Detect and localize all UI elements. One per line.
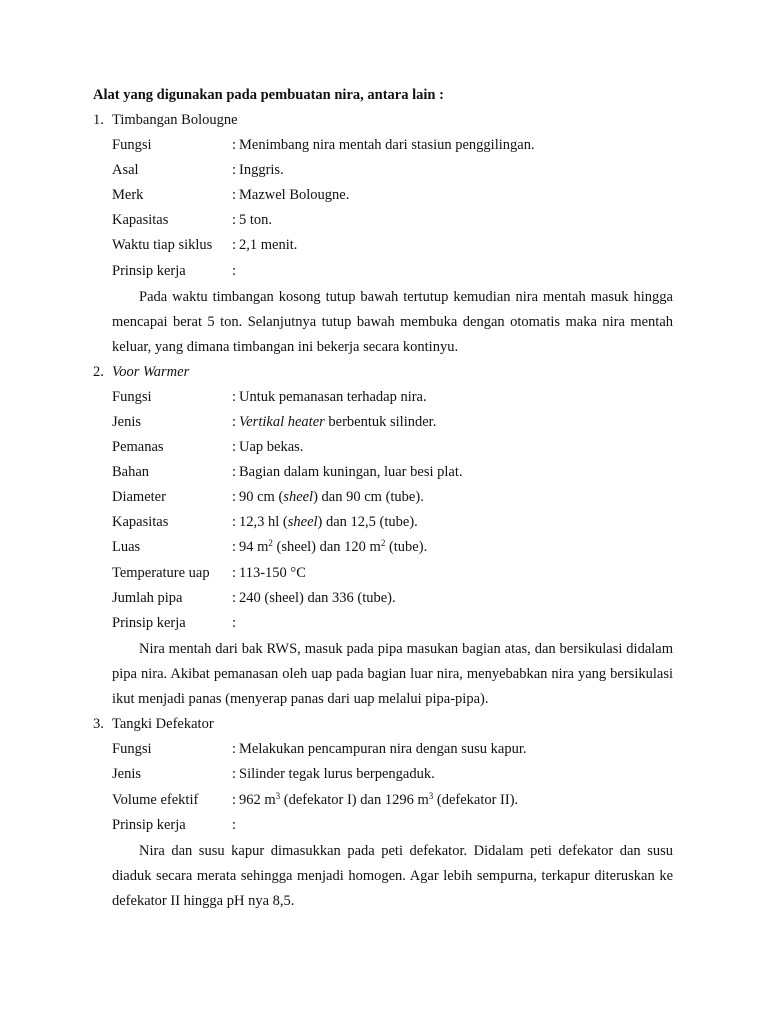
field-value-italic: sheel [283, 489, 314, 505]
field-label: Temperature uap [112, 565, 210, 581]
field-colon: : [232, 741, 237, 757]
field-value [239, 792, 518, 809]
field-value-part: 90 cm ( [239, 489, 284, 505]
field-value: Untuk pemanasan terhadap nira. [239, 389, 427, 405]
field-label: Jenis [112, 414, 141, 430]
field-value: 113-150 °C [239, 565, 306, 581]
section-title: Voor Warmer [112, 364, 190, 380]
field-colon: : [232, 792, 237, 808]
field-label: Waktu tiap siklus [112, 237, 213, 253]
field-value: Mazwel Bolougne. [239, 187, 350, 203]
field-colon: : [232, 389, 237, 405]
field-label: Jumlah pipa [112, 590, 183, 606]
field-colon: : [232, 212, 237, 228]
field-colon: : [232, 414, 237, 430]
field-label: Volume efektif [112, 792, 199, 808]
field-label: Fungsi [112, 137, 152, 153]
field-label: Asal [112, 162, 139, 178]
field-colon: : [232, 439, 237, 455]
field-colon: : [232, 237, 237, 253]
field-colon: : [232, 187, 237, 203]
field-value [239, 414, 436, 431]
field-value-part: (tube). [385, 539, 428, 555]
field-colon: : [232, 162, 237, 178]
field-label: Merk [112, 187, 144, 203]
field-colon: : [232, 565, 237, 581]
field-value: Uap bekas. [239, 439, 304, 455]
section-paragraph: Nira dan susu kapur dimasukkan pada peti defekator. Didalam peti defekator dan susu diaduk secara merata sehingga menjadi homogen. Agar lebih sempurna, terkapur diteruskan ke defekator II hingga pH nya 8,5. [112, 843, 673, 910]
field-value-part: (defekator II). [433, 792, 519, 808]
field-label: Kapasitas [112, 514, 169, 530]
field-colon: : [232, 539, 237, 555]
field-colon: : [232, 766, 237, 782]
field-label: Prinsip kerja [112, 817, 186, 833]
field-value: Melakukan pencampuran nira dengan susu kapur. [239, 741, 527, 757]
field-label: Prinsip kerja [112, 263, 186, 279]
field-value-part: (defekator I) dan 1296 m [280, 792, 429, 808]
section-paragraph: Nira mentah dari bak RWS, masuk pada pipa masukan bagian atas, dan bersikulasi didalam pipa nira. Akibat pemanasan oleh uap pada bagian luar nira, menyebabkan nira yang bersikulasi ikut menjadi panas (menyerap panas dari uap melalui pipa-pipa). [112, 641, 673, 708]
field-value-part: 94 m [239, 539, 269, 555]
field-value: Silinder tegak lurus berpengaduk. [239, 766, 435, 782]
field-label: Pemanas [112, 439, 164, 455]
section-number: 2. [93, 364, 104, 380]
field-value-part: 12,3 hl ( [239, 514, 288, 530]
superscript: 2 [380, 538, 386, 548]
field-label: Kapasitas [112, 212, 169, 228]
field-colon: : [232, 817, 237, 833]
field-colon: : [232, 464, 237, 480]
section-number: 1. [93, 112, 104, 128]
section-title: Tangki Defekator [112, 716, 214, 732]
field-value-italic: Vertikal heater [239, 414, 325, 430]
field-colon: : [232, 263, 237, 279]
field-value: 2,1 menit. [239, 237, 298, 253]
section-paragraph: Pada waktu timbangan kosong tutup bawah tertutup kemudian nira mentah masuk hingga mencapai berat 5 ton. Selanjutnya tutup bawah membuka dengan otomatis maka nira mentah keluar, yang dimana timbangan ini bekerja secara kontinyu. [112, 289, 673, 356]
field-value [239, 489, 424, 506]
field-label: Diameter [112, 489, 166, 505]
field-colon: : [232, 615, 237, 631]
field-value: Inggris. [239, 162, 284, 178]
field-label: Bahan [112, 464, 150, 480]
section-title: Timbangan Bolougne [112, 112, 238, 128]
document-title: Alat yang digunakan pada pembuatan nira, antara lain : [93, 87, 444, 103]
field-value: Menimbang nira mentah dari stasiun penggilingan. [239, 137, 535, 153]
field-value [239, 514, 418, 531]
field-value-part: 962 m [239, 792, 276, 808]
superscript: 3 [275, 791, 281, 801]
field-value [239, 539, 427, 556]
field-value-part: ) dan 12,5 (tube). [317, 514, 418, 530]
field-value-rest: berbentuk silinder. [324, 414, 437, 430]
field-value: 5 ton. [239, 212, 273, 228]
field-label: Fungsi [112, 741, 152, 757]
field-label: Fungsi [112, 389, 152, 405]
field-value-italic: sheel [287, 514, 318, 530]
superscript: 3 [428, 791, 434, 801]
field-label: Luas [112, 539, 141, 555]
superscript: 2 [268, 538, 273, 548]
field-value: 240 (sheel) dan 336 (tube). [239, 590, 396, 606]
field-colon: : [232, 590, 237, 606]
field-value-part: (sheel) dan 120 m [272, 539, 381, 555]
field-value: Bagian dalam kuningan, luar besi plat. [239, 464, 463, 480]
field-label: Prinsip kerja [112, 615, 186, 631]
field-colon: : [232, 489, 237, 505]
field-label: Jenis [112, 766, 141, 782]
field-colon: : [232, 514, 237, 530]
field-colon: : [232, 137, 237, 153]
section-number: 3. [93, 716, 104, 732]
field-value-part: ) dan 90 cm (tube). [313, 489, 424, 505]
